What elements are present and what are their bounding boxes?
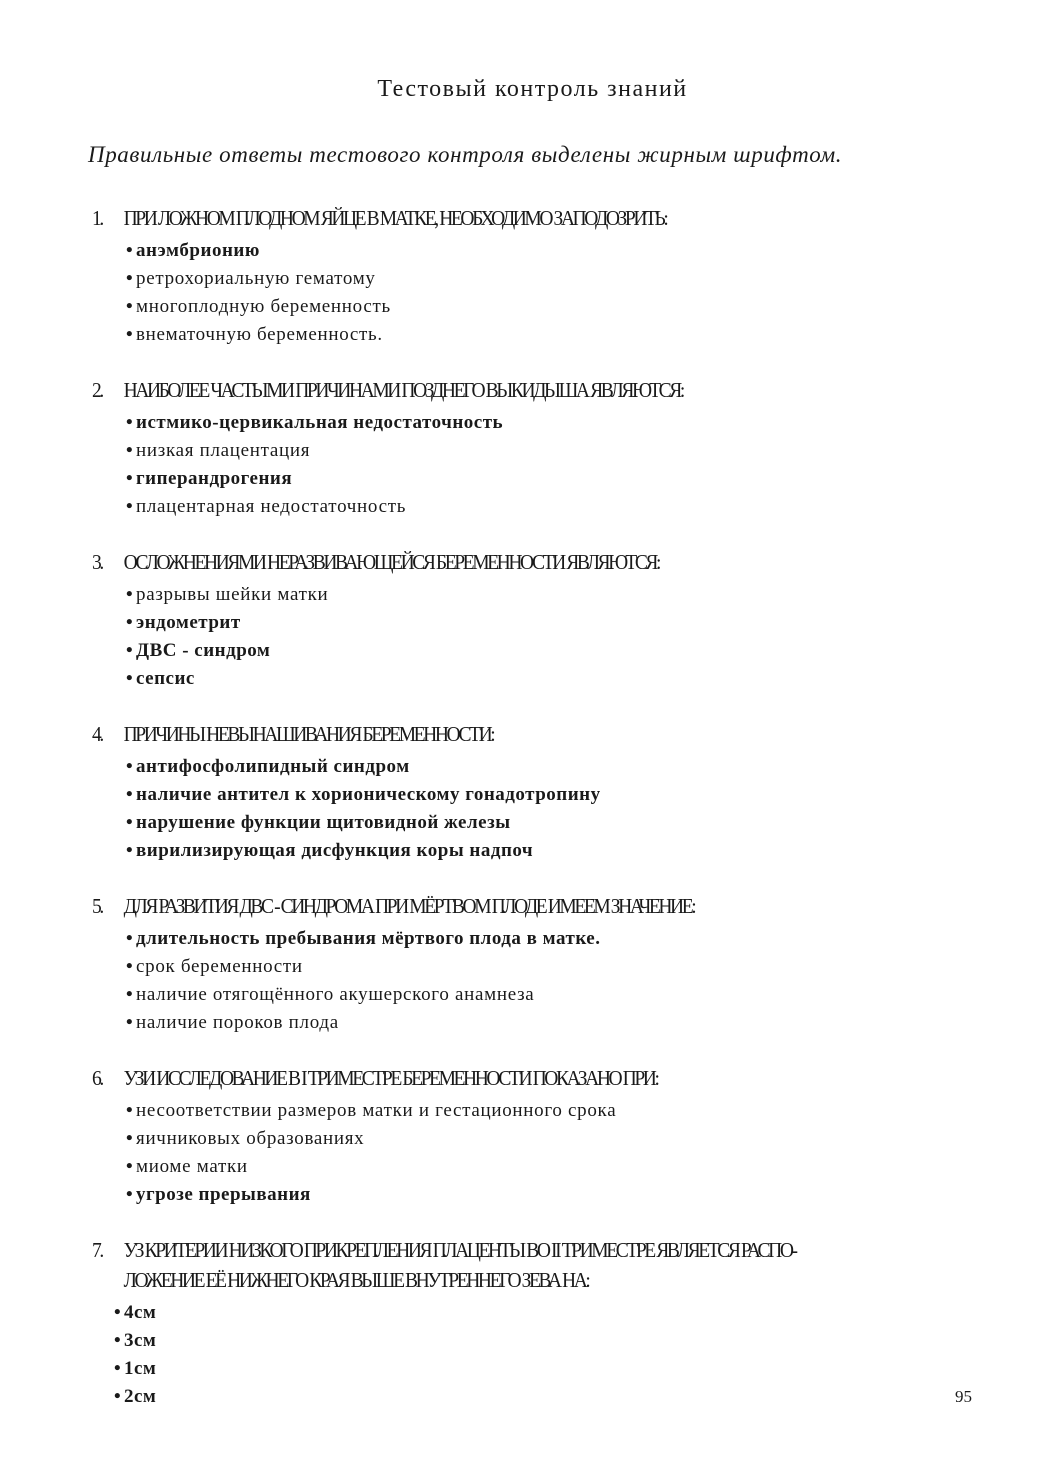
answer-correct (126, 1181, 992, 1209)
question-heading (92, 203, 929, 233)
question-text (124, 1235, 796, 1295)
bullet-icon: • (126, 496, 134, 517)
question-text-line: НАИБОЛЕЕ ЧАСТЫМИ ПРИЧИНАМИ ПОЗДНЕГО ВЫКИДЫША ЯВЛЯЮТСЯ: (123, 378, 683, 402)
bullet-icon: • (126, 640, 134, 661)
question-1 (92, 203, 992, 349)
bullet-icon: • (114, 1386, 122, 1407)
bullet-icon: • (114, 1358, 122, 1379)
bullet-icon: • (126, 1100, 134, 1121)
question-heading (92, 1063, 929, 1093)
answer-list (114, 1299, 992, 1411)
answer-correct (126, 237, 992, 265)
question-text (124, 375, 683, 405)
question-heading (92, 1235, 929, 1295)
answer-option (126, 581, 992, 609)
answer-option (126, 493, 992, 521)
question-number: 1. (92, 206, 102, 230)
answer-text: наличие отягощённого акушерского анамнеза (136, 984, 535, 1005)
answer-text: 1см (124, 1358, 157, 1379)
answer-text: ретрохориальную гематому (136, 268, 376, 289)
question-list (92, 203, 992, 1437)
bullet-icon: • (126, 296, 134, 317)
question-text-line: ЛОЖЕНИЕ ЕЁ НИЖНЕГО КРАЯ ВЫШЕ ВНУТРЕННЕГО ЗЕВА НА: (123, 1268, 589, 1292)
bullet-icon: • (126, 668, 134, 689)
question-3 (92, 547, 992, 693)
question-text-line: ПРИ ЛОЖНОМ ПЛОДНОМ ЯЙЦЕ В МАТКЕ, НЕОБХОДИМО ЗАПОДОЗРИТЬ: (123, 206, 667, 230)
question-number: 2. (92, 378, 102, 402)
question-4 (92, 719, 992, 865)
question-number: 7. (92, 1238, 102, 1262)
answer-text: вирилизирующая дисфункция коры надпоч (136, 840, 534, 861)
answer-list (126, 409, 992, 521)
question-number: 6. (92, 1066, 102, 1090)
bullet-icon: • (126, 840, 134, 861)
bullet-icon: • (126, 1012, 134, 1033)
question-heading (92, 375, 929, 405)
answer-text: анэмбрионию (136, 240, 260, 261)
bullet-icon: • (126, 812, 134, 833)
answer-text: несоответствии размеров матки и гестационного срока (136, 1100, 617, 1121)
answer-correct (126, 781, 992, 809)
answer-text: разрывы шейки матки (136, 584, 329, 605)
answer-text: истмико-цервикальная недостаточность (136, 412, 504, 433)
question-text (124, 1063, 658, 1093)
answer-list (126, 581, 992, 693)
answer-list (126, 753, 992, 865)
answer-option (126, 265, 992, 293)
page-title: Тестовый контроль знаний (377, 76, 688, 102)
question-text (124, 719, 494, 749)
question-text (124, 891, 695, 921)
answer-correct (114, 1299, 992, 1327)
answer-text: наличие антител к хорионическому гонадотропину (136, 784, 601, 805)
question-text (124, 203, 667, 233)
answer-correct (114, 1327, 992, 1355)
question-number: 3. (92, 550, 102, 574)
question-text-line: УЗИ ИССЛЕДОВАНИЕ В I ТРИМЕСТРЕ БЕРЕМЕННОСТИ ПОКАЗАНО ПРИ: (123, 1066, 658, 1090)
bullet-icon: • (126, 268, 134, 289)
answer-text: угрозе прерывания (136, 1184, 311, 1205)
bullet-icon: • (126, 956, 134, 977)
question-text-line: УЗ КРИТЕРИИ НИЗКОГО ПРИКРЕПЛЕНИЯ ПЛАЦЕНТЫ ВО II ТРИМЕСТРЕ ЯВЛЯЕТСЯ РАСПО- (123, 1238, 796, 1262)
bullet-icon: • (126, 584, 134, 605)
answer-correct (126, 925, 992, 953)
bullet-icon: • (126, 1156, 134, 1177)
question-text-line: ДЛЯ РАЗВИТИЯ ДВС - СИНДРОМА ПРИ МЁРТВОМ ПЛОДЕ ИМЕЕМ ЗНАЧЕНИЕ: (123, 894, 695, 918)
question-text (124, 547, 659, 577)
answer-text: наличие пороков плода (136, 1012, 339, 1033)
bullet-icon: • (126, 928, 134, 949)
question-heading (92, 891, 929, 921)
answer-text: внематочную беременность. (136, 324, 383, 345)
answer-correct (126, 753, 992, 781)
answer-correct (126, 637, 992, 665)
answer-option (126, 1009, 992, 1037)
bullet-icon: • (114, 1302, 122, 1323)
answer-option (126, 1097, 992, 1125)
bullet-icon: • (114, 1330, 122, 1351)
answer-correct (114, 1383, 992, 1411)
answer-text: ДВС - синдром (136, 640, 271, 661)
answer-text: 2см (124, 1386, 157, 1407)
answer-correct (126, 465, 992, 493)
answer-option (126, 1153, 992, 1181)
answer-correct (126, 609, 992, 637)
answer-text: гиперандрогения (136, 468, 293, 489)
answer-list (126, 1097, 992, 1209)
answer-correct (114, 1355, 992, 1383)
answer-text: нарушение функции щитовидной железы (136, 812, 511, 833)
bullet-icon: • (126, 1184, 134, 1205)
answer-text: длительность пребывания мёртвого плода в матке. (136, 928, 601, 949)
question-text-line: ОСЛОЖНЕНИЯМИ НЕРАЗВИВАЮЩЕЙСЯ БЕРЕМЕННОСТИ ЯВЛЯЮТСЯ: (123, 550, 660, 574)
bullet-icon: • (126, 324, 134, 345)
answer-option (126, 293, 992, 321)
answer-list (126, 237, 992, 349)
page-subtitle: Правильные ответы тестового контроля выделены жирным шрифтом. (88, 142, 843, 167)
question-6 (92, 1063, 992, 1209)
question-5 (92, 891, 992, 1037)
question-7 (92, 1235, 992, 1411)
answer-correct (126, 809, 992, 837)
answer-text: сепсис (136, 668, 195, 689)
answer-text: срок беременности (136, 956, 303, 977)
answer-option (126, 981, 992, 1009)
bullet-icon: • (126, 756, 134, 777)
answer-text: миоме матки (136, 1156, 248, 1177)
bullet-icon: • (126, 984, 134, 1005)
answer-option (126, 953, 992, 981)
question-heading (92, 547, 929, 577)
answer-option (126, 437, 992, 465)
bullet-icon: • (126, 1128, 134, 1149)
question-2 (92, 375, 992, 521)
question-number: 4. (92, 722, 102, 746)
answer-text: низкая плацентация (136, 440, 311, 461)
question-text-line: ПРИЧИНЫ НЕВЫНАШИВАНИЯ БЕРЕМЕННОСТИ: (123, 722, 494, 746)
bullet-icon: • (126, 240, 134, 261)
answer-text: антифосфолипидный синдром (136, 756, 410, 777)
bullet-icon: • (126, 612, 134, 633)
answer-text: эндометрит (136, 612, 241, 633)
bullet-icon: • (126, 468, 134, 489)
answer-correct (126, 837, 992, 865)
question-heading (92, 719, 929, 749)
answer-option (126, 1125, 992, 1153)
bullet-icon: • (126, 784, 134, 805)
page-number: 95 (955, 1387, 972, 1406)
answer-text: яичниковых образованиях (136, 1128, 365, 1149)
answer-text: 4см (124, 1302, 157, 1323)
answer-text: 3см (124, 1330, 157, 1351)
answer-list (126, 925, 992, 1037)
question-number: 5. (92, 894, 102, 918)
answer-text: плацентарная недостаточность (136, 496, 407, 517)
bullet-icon: • (126, 440, 134, 461)
answer-option (126, 321, 992, 349)
bullet-icon: • (126, 412, 134, 433)
answer-text: многоплодную беременность (136, 296, 391, 317)
answer-correct (126, 665, 992, 693)
answer-correct (126, 409, 992, 437)
